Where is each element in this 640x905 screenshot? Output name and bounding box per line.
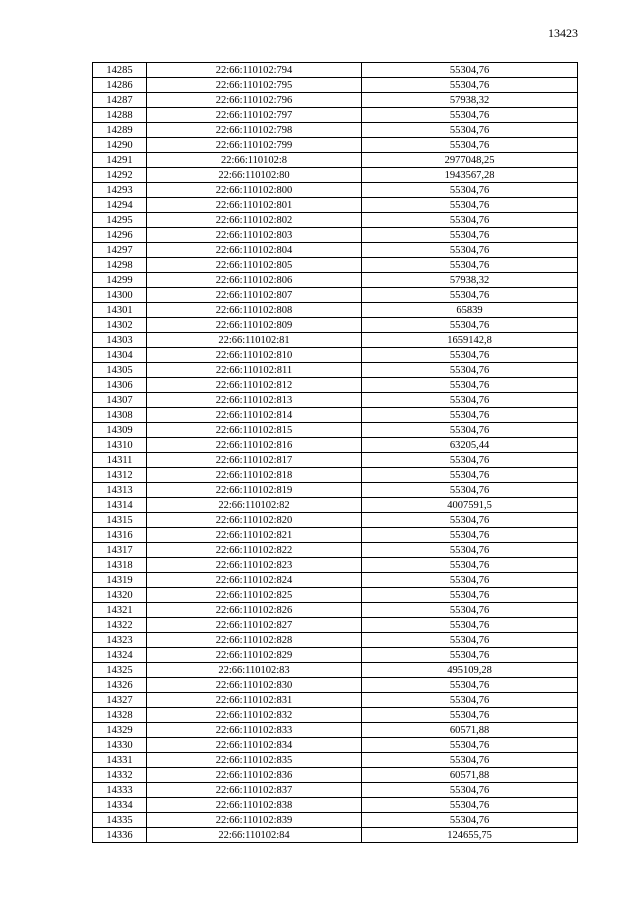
table-row <box>93 528 578 543</box>
cadastral-number-cell: 22:66:110102:816 <box>147 438 362 453</box>
cadastral-value-cell: 55304,76 <box>362 348 578 363</box>
cadastral-number-cell: 22:66:110102:801 <box>147 198 362 213</box>
row-number-cell: 14332 <box>93 768 147 783</box>
cadastral-value-table <box>92 62 578 843</box>
page-number: 13423 <box>548 26 578 40</box>
cadastral-number-cell: 22:66:110102:82 <box>147 498 362 513</box>
cadastral-value-cell: 55304,76 <box>362 693 578 708</box>
table-row <box>93 483 578 498</box>
row-number-cell: 14310 <box>93 438 147 453</box>
table-row <box>93 663 578 678</box>
cadastral-number-cell: 22:66:110102:800 <box>147 183 362 198</box>
table-row <box>93 633 578 648</box>
cadastral-value-cell: 1943567,28 <box>362 168 578 183</box>
cadastral-number-cell: 22:66:110102:839 <box>147 813 362 828</box>
cadastral-number-cell: 22:66:110102:820 <box>147 513 362 528</box>
row-number-cell: 14291 <box>93 153 147 168</box>
cadastral-number-cell: 22:66:110102:818 <box>147 468 362 483</box>
cadastral-value-cell: 55304,76 <box>362 63 578 78</box>
cadastral-number-cell: 22:66:110102:803 <box>147 228 362 243</box>
table-row <box>93 168 578 183</box>
table-row <box>93 183 578 198</box>
row-number-cell: 14335 <box>93 813 147 828</box>
table-row <box>93 783 578 798</box>
table-row <box>93 273 578 288</box>
table-row <box>93 438 578 453</box>
cadastral-value-cell: 55304,76 <box>362 753 578 768</box>
row-number-cell: 14287 <box>93 93 147 108</box>
row-number-cell: 14295 <box>93 213 147 228</box>
cadastral-value-cell: 55304,76 <box>362 603 578 618</box>
row-number-cell: 14319 <box>93 573 147 588</box>
cadastral-value-cell: 55304,76 <box>362 228 578 243</box>
row-number-cell: 14309 <box>93 423 147 438</box>
cadastral-value-cell: 60571,88 <box>362 723 578 738</box>
cadastral-number-cell: 22:66:110102:831 <box>147 693 362 708</box>
table-row <box>93 378 578 393</box>
table-row <box>93 753 578 768</box>
cadastral-value-cell: 1659142,8 <box>362 333 578 348</box>
cadastral-value-cell: 55304,76 <box>362 543 578 558</box>
cadastral-number-cell: 22:66:110102:84 <box>147 828 362 843</box>
cadastral-value-cell: 55304,76 <box>362 648 578 663</box>
table-row <box>93 588 578 603</box>
cadastral-value-cell: 55304,76 <box>362 678 578 693</box>
cadastral-value-cell: 55304,76 <box>362 363 578 378</box>
cadastral-value-cell: 55304,76 <box>362 558 578 573</box>
row-number-cell: 14314 <box>93 498 147 513</box>
row-number-cell: 14303 <box>93 333 147 348</box>
row-number-cell: 14289 <box>93 123 147 138</box>
cadastral-value-cell: 55304,76 <box>362 123 578 138</box>
cadastral-value-cell: 55304,76 <box>362 243 578 258</box>
table-row <box>93 453 578 468</box>
cadastral-number-cell: 22:66:110102:825 <box>147 588 362 603</box>
row-number-cell: 14285 <box>93 63 147 78</box>
cadastral-number-cell: 22:66:110102:805 <box>147 258 362 273</box>
cadastral-value-cell: 55304,76 <box>362 78 578 93</box>
table-row <box>93 333 578 348</box>
row-number-cell: 14306 <box>93 378 147 393</box>
table-row <box>93 288 578 303</box>
table-row <box>93 303 578 318</box>
table-row <box>93 153 578 168</box>
cadastral-value-cell: 55304,76 <box>362 318 578 333</box>
cadastral-number-cell: 22:66:110102:833 <box>147 723 362 738</box>
row-number-cell: 14313 <box>93 483 147 498</box>
table-row <box>93 63 578 78</box>
cadastral-value-cell: 55304,76 <box>362 513 578 528</box>
row-number-cell: 14325 <box>93 663 147 678</box>
cadastral-number-cell: 22:66:110102:806 <box>147 273 362 288</box>
row-number-cell: 14324 <box>93 648 147 663</box>
cadastral-number-cell: 22:66:110102:83 <box>147 663 362 678</box>
table-row <box>93 243 578 258</box>
table-row <box>93 768 578 783</box>
cadastral-value-cell: 55304,76 <box>362 378 578 393</box>
row-number-cell: 14292 <box>93 168 147 183</box>
cadastral-number-cell: 22:66:110102:8 <box>147 153 362 168</box>
cadastral-number-cell: 22:66:110102:823 <box>147 558 362 573</box>
table-row <box>93 723 578 738</box>
cadastral-value-cell: 2977048,25 <box>362 153 578 168</box>
row-number-cell: 14333 <box>93 783 147 798</box>
table-row <box>93 318 578 333</box>
row-number-cell: 14290 <box>93 138 147 153</box>
cadastral-value-cell: 55304,76 <box>362 813 578 828</box>
cadastral-number-cell: 22:66:110102:826 <box>147 603 362 618</box>
table-row <box>93 393 578 408</box>
cadastral-value-cell: 55304,76 <box>362 198 578 213</box>
row-number-cell: 14321 <box>93 603 147 618</box>
cadastral-value-cell: 55304,76 <box>362 108 578 123</box>
table-row <box>93 408 578 423</box>
cadastral-value-cell: 55304,76 <box>362 453 578 468</box>
row-number-cell: 14326 <box>93 678 147 693</box>
table-row <box>93 618 578 633</box>
cadastral-number-cell: 22:66:110102:824 <box>147 573 362 588</box>
row-number-cell: 14298 <box>93 258 147 273</box>
cadastral-number-cell: 22:66:110102:81 <box>147 333 362 348</box>
cadastral-value-cell: 55304,76 <box>362 738 578 753</box>
row-number-cell: 14302 <box>93 318 147 333</box>
table-row <box>93 93 578 108</box>
cadastral-value-cell: 55304,76 <box>362 798 578 813</box>
cadastral-number-cell: 22:66:110102:832 <box>147 708 362 723</box>
table-row <box>93 543 578 558</box>
cadastral-value-cell: 55304,76 <box>362 468 578 483</box>
cadastral-value-cell: 55304,76 <box>362 138 578 153</box>
table-body <box>93 63 578 843</box>
table-row <box>93 558 578 573</box>
cadastral-value-cell: 55304,76 <box>362 633 578 648</box>
cadastral-number-cell: 22:66:110102:817 <box>147 453 362 468</box>
cadastral-number-cell: 22:66:110102:798 <box>147 123 362 138</box>
row-number-cell: 14293 <box>93 183 147 198</box>
cadastral-value-cell: 124655,75 <box>362 828 578 843</box>
cadastral-number-cell: 22:66:110102:796 <box>147 93 362 108</box>
row-number-cell: 14297 <box>93 243 147 258</box>
row-number-cell: 14299 <box>93 273 147 288</box>
cadastral-number-cell: 22:66:110102:797 <box>147 108 362 123</box>
row-number-cell: 14320 <box>93 588 147 603</box>
table-row <box>93 498 578 513</box>
row-number-cell: 14307 <box>93 393 147 408</box>
cadastral-number-cell: 22:66:110102:834 <box>147 738 362 753</box>
cadastral-number-cell: 22:66:110102:799 <box>147 138 362 153</box>
cadastral-number-cell: 22:66:110102:838 <box>147 798 362 813</box>
cadastral-value-cell: 55304,76 <box>362 618 578 633</box>
cadastral-value-cell: 55304,76 <box>362 258 578 273</box>
table-row <box>93 138 578 153</box>
cadastral-value-cell: 65839 <box>362 303 578 318</box>
cadastral-number-cell: 22:66:110102:837 <box>147 783 362 798</box>
row-number-cell: 14304 <box>93 348 147 363</box>
table-row <box>93 738 578 753</box>
table-row <box>93 228 578 243</box>
cadastral-number-cell: 22:66:110102:836 <box>147 768 362 783</box>
table-row <box>93 693 578 708</box>
cadastral-number-cell: 22:66:110102:814 <box>147 408 362 423</box>
cadastral-number-cell: 22:66:110102:808 <box>147 303 362 318</box>
row-number-cell: 14305 <box>93 363 147 378</box>
table-row <box>93 213 578 228</box>
row-number-cell: 14308 <box>93 408 147 423</box>
cadastral-number-cell: 22:66:110102:835 <box>147 753 362 768</box>
table-row <box>93 78 578 93</box>
row-number-cell: 14336 <box>93 828 147 843</box>
cadastral-number-cell: 22:66:110102:830 <box>147 678 362 693</box>
cadastral-number-cell: 22:66:110102:809 <box>147 318 362 333</box>
row-number-cell: 14327 <box>93 693 147 708</box>
table-row <box>93 708 578 723</box>
table-row <box>93 573 578 588</box>
cadastral-number-cell: 22:66:110102:822 <box>147 543 362 558</box>
table-row <box>93 513 578 528</box>
row-number-cell: 14322 <box>93 618 147 633</box>
row-number-cell: 14328 <box>93 708 147 723</box>
table-row <box>93 828 578 843</box>
table-row <box>93 363 578 378</box>
table-row <box>93 468 578 483</box>
table-row <box>93 423 578 438</box>
cadastral-number-cell: 22:66:110102:795 <box>147 78 362 93</box>
table-row <box>93 108 578 123</box>
cadastral-number-cell: 22:66:110102:811 <box>147 363 362 378</box>
table-row <box>93 813 578 828</box>
cadastral-number-cell: 22:66:110102:812 <box>147 378 362 393</box>
row-number-cell: 14331 <box>93 753 147 768</box>
cadastral-value-cell: 55304,76 <box>362 573 578 588</box>
table-row <box>93 198 578 213</box>
row-number-cell: 14315 <box>93 513 147 528</box>
row-number-cell: 14294 <box>93 198 147 213</box>
row-number-cell: 14334 <box>93 798 147 813</box>
cadastral-value-cell: 57938,32 <box>362 273 578 288</box>
cadastral-number-cell: 22:66:110102:802 <box>147 213 362 228</box>
cadastral-value-cell: 55304,76 <box>362 288 578 303</box>
cadastral-number-cell: 22:66:110102:804 <box>147 243 362 258</box>
cadastral-value-cell: 63205,44 <box>362 438 578 453</box>
cadastral-number-cell: 22:66:110102:807 <box>147 288 362 303</box>
row-number-cell: 14312 <box>93 468 147 483</box>
cadastral-number-cell: 22:66:110102:80 <box>147 168 362 183</box>
cadastral-number-cell: 22:66:110102:813 <box>147 393 362 408</box>
row-number-cell: 14296 <box>93 228 147 243</box>
cadastral-value-cell: 55304,76 <box>362 528 578 543</box>
cadastral-value-cell: 55304,76 <box>362 708 578 723</box>
table-row <box>93 603 578 618</box>
row-number-cell: 14318 <box>93 558 147 573</box>
cadastral-number-cell: 22:66:110102:815 <box>147 423 362 438</box>
cadastral-number-cell: 22:66:110102:821 <box>147 528 362 543</box>
table-row <box>93 348 578 363</box>
table-row <box>93 258 578 273</box>
cadastral-value-cell: 60571,88 <box>362 768 578 783</box>
row-number-cell: 14316 <box>93 528 147 543</box>
cadastral-value-cell: 4007591,5 <box>362 498 578 513</box>
cadastral-value-cell: 55304,76 <box>362 483 578 498</box>
cadastral-number-cell: 22:66:110102:810 <box>147 348 362 363</box>
row-number-cell: 14286 <box>93 78 147 93</box>
row-number-cell: 14300 <box>93 288 147 303</box>
cadastral-value-cell: 55304,76 <box>362 393 578 408</box>
cadastral-value-cell: 55304,76 <box>362 783 578 798</box>
row-number-cell: 14317 <box>93 543 147 558</box>
cadastral-value-cell: 57938,32 <box>362 93 578 108</box>
row-number-cell: 14323 <box>93 633 147 648</box>
cadastral-number-cell: 22:66:110102:794 <box>147 63 362 78</box>
cadastral-value-cell: 495109,28 <box>362 663 578 678</box>
row-number-cell: 14301 <box>93 303 147 318</box>
row-number-cell: 14329 <box>93 723 147 738</box>
table-row <box>93 798 578 813</box>
cadastral-value-cell: 55304,76 <box>362 408 578 423</box>
cadastral-number-cell: 22:66:110102:819 <box>147 483 362 498</box>
table-row <box>93 678 578 693</box>
cadastral-value-cell: 55304,76 <box>362 588 578 603</box>
cadastral-number-cell: 22:66:110102:829 <box>147 648 362 663</box>
row-number-cell: 14288 <box>93 108 147 123</box>
row-number-cell: 14330 <box>93 738 147 753</box>
cadastral-value-cell: 55304,76 <box>362 423 578 438</box>
table-row <box>93 123 578 138</box>
row-number-cell: 14311 <box>93 453 147 468</box>
cadastral-value-cell: 55304,76 <box>362 213 578 228</box>
cadastral-number-cell: 22:66:110102:827 <box>147 618 362 633</box>
cadastral-value-cell: 55304,76 <box>362 183 578 198</box>
table-row <box>93 648 578 663</box>
cadastral-number-cell: 22:66:110102:828 <box>147 633 362 648</box>
